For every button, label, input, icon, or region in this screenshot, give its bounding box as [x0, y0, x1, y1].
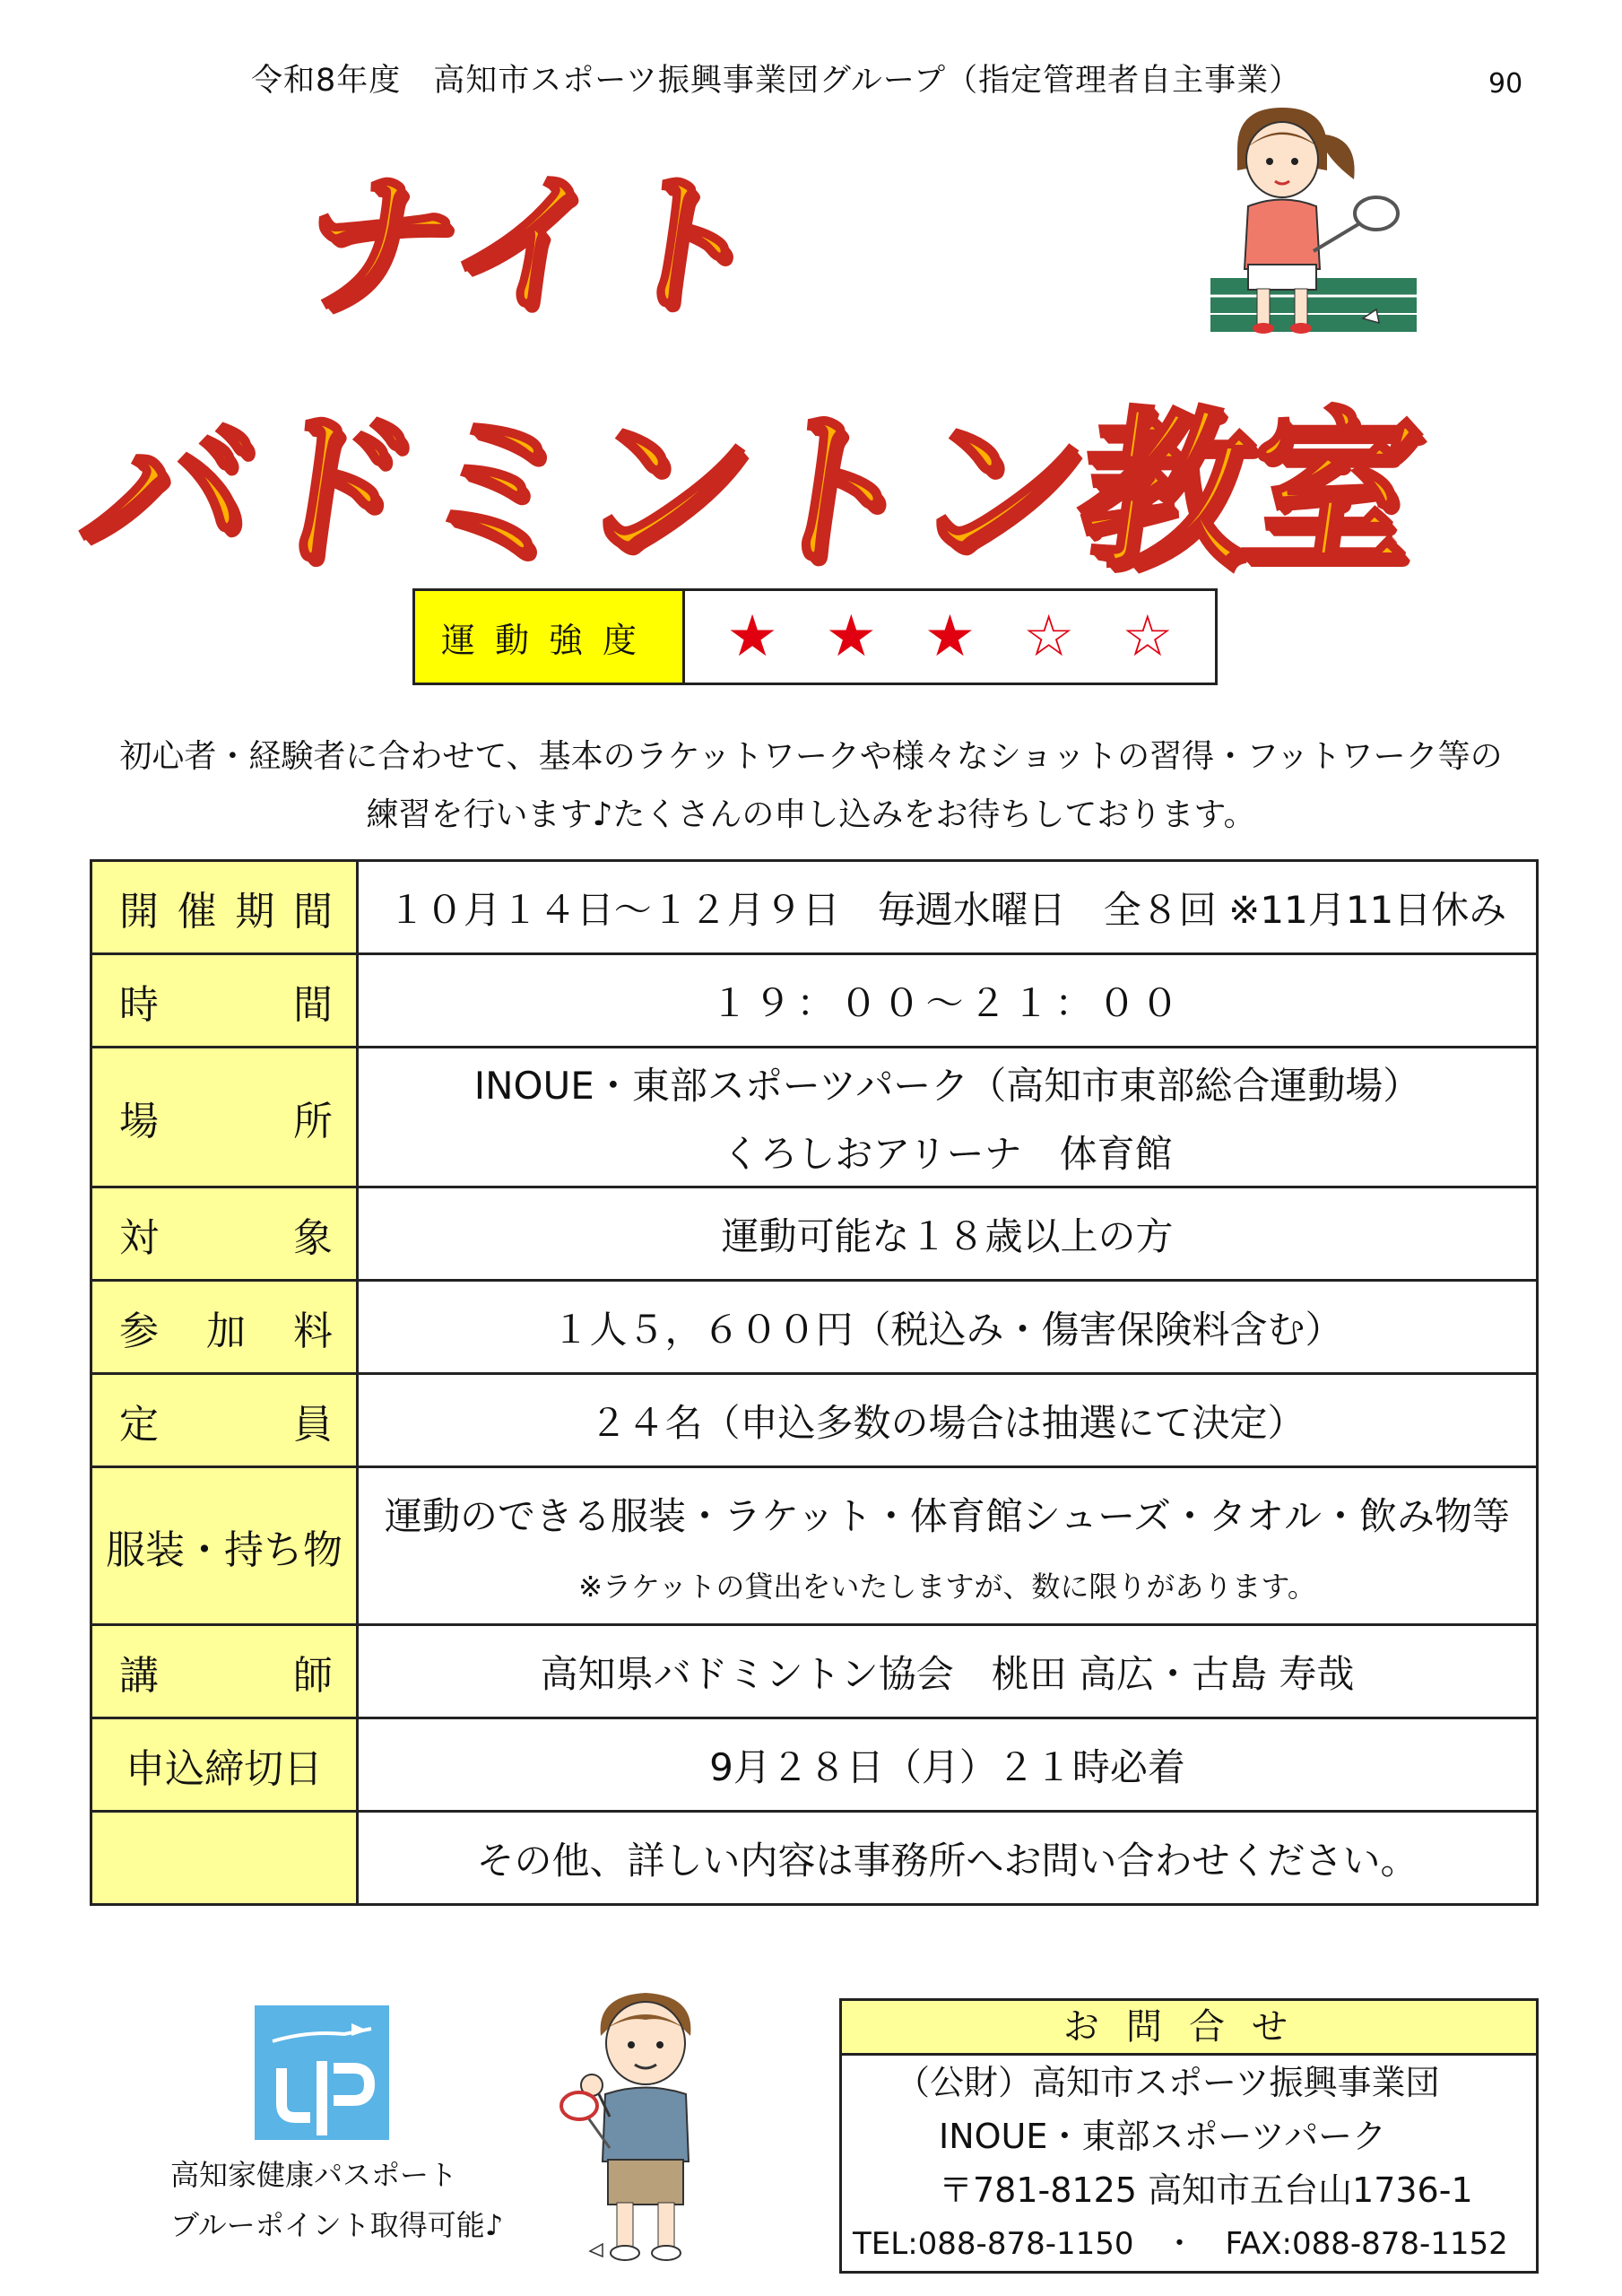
table-row	[91, 1048, 1538, 1187]
row-label: 服装・持ち物	[91, 1467, 358, 1625]
table-row	[91, 861, 1538, 954]
contact-phone-fax: TEL:088-878-1150 ・ FAX:088-878-1152	[853, 2226, 1508, 2262]
row-label: 講 師	[91, 1625, 358, 1718]
empty-star-icon: ☆	[1022, 604, 1075, 670]
row-value-line: １人５，６００円（税込み・傷害保険料含む）	[551, 1307, 1343, 1352]
row-value	[358, 1374, 1538, 1467]
table-row	[91, 1374, 1538, 1467]
filled-star-icon: ★	[924, 604, 976, 670]
table-row	[91, 1187, 1538, 1281]
contact-title: お問合せ	[842, 2001, 1536, 2056]
exercise-intensity-box	[412, 588, 1218, 685]
row-label: 時 間	[91, 954, 358, 1048]
girl-player-illustration	[1201, 99, 1426, 350]
kenko-passport-logo	[255, 2005, 389, 2140]
table-row	[91, 1467, 1538, 1625]
row-value	[358, 1467, 1538, 1625]
row-label: 参 加 料	[91, 1281, 358, 1374]
row-value-line: 運動可能な１８歳以上の方	[721, 1213, 1174, 1258]
table-row	[91, 1281, 1538, 1374]
passport-caption-line1: 高知家健康パスポート	[170, 2158, 458, 2192]
intensity-stars	[685, 591, 1215, 683]
passport-caption-line2: ブルーポイント取得可能♪	[170, 2208, 504, 2242]
row-value-line: １０月１４日～１２月９日 毎週水曜日 全８回 ※11月11日休み	[387, 887, 1507, 932]
contact-park-name: INOUE・東部スポーツパーク	[939, 2117, 1387, 2156]
intensity-label: 運動強度	[415, 591, 685, 683]
title-night: ナイト	[290, 156, 778, 334]
row-value	[358, 861, 1538, 954]
header-title: 令和8年度 高知市スポーツ振興事業団グループ（指定管理者自主事業）	[251, 63, 1302, 99]
page-number: 90	[1488, 68, 1523, 100]
intro-text-line2: 練習を行います♪たくさんの申し込みをお待ちしております。	[366, 796, 1256, 833]
row-label	[91, 1812, 358, 1905]
row-value-line: 9月２８日（月）２１時必着	[709, 1744, 1185, 1789]
row-value-line: くろしおアリーナ 体育館	[722, 1131, 1173, 1176]
row-label: 開 催 期 間	[91, 861, 358, 954]
row-value	[358, 954, 1538, 1048]
intro-text-line1: 初心者・経験者に合わせて、基本のラケットワークや様々なショットの習得・フットワーク等の	[119, 738, 1503, 775]
row-value	[358, 1718, 1538, 1812]
row-value	[358, 1812, 1538, 1905]
row-value	[358, 1187, 1538, 1281]
table-row	[91, 1625, 1538, 1718]
row-value-line: ※ラケットの貸出をいたしますが、数に限りがあります。	[578, 1569, 1316, 1604]
row-value	[358, 1281, 1538, 1374]
empty-star-icon: ☆	[1122, 604, 1174, 670]
row-label: 申込締切日	[91, 1718, 358, 1812]
filled-star-icon: ★	[825, 604, 877, 670]
title-badminton-class: バドミントン教室	[69, 392, 1428, 590]
row-value-line: １９：００～２１：００	[710, 980, 1184, 1025]
row-label: 場 所	[91, 1048, 358, 1187]
row-value-line: ２４名（申込多数の場合は抽選にて決定）	[589, 1400, 1305, 1445]
row-value	[358, 1625, 1538, 1718]
event-info-table	[90, 859, 1539, 1906]
filled-star-icon: ★	[726, 604, 778, 670]
contact-address: 〒781-8125 高知市五台山1736-1	[939, 2170, 1473, 2210]
row-value-line: 運動のできる服装・ラケット・体育館シューズ・タオル・飲み物等	[385, 1493, 1510, 1538]
row-value-line: 高知県バドミントン協会 桃田 高広・古島 寿哉	[540, 1651, 1355, 1696]
contact-box	[839, 1998, 1539, 2274]
row-value-line: INOUE・東部スポーツパーク（高知市東部総合運動場）	[473, 1063, 1421, 1108]
table-row	[91, 954, 1538, 1048]
boy-player-illustration	[556, 1982, 735, 2278]
table-row	[91, 1718, 1538, 1812]
row-label: 対 象	[91, 1187, 358, 1281]
row-value	[358, 1048, 1538, 1187]
contact-organization: （公財）高知市スポーツ振興事業団	[896, 2063, 1440, 2102]
table-row	[91, 1812, 1538, 1905]
row-value-line: その他、詳しい内容は事務所へお問い合わせください。	[476, 1838, 1418, 1883]
row-label: 定 員	[91, 1374, 358, 1467]
